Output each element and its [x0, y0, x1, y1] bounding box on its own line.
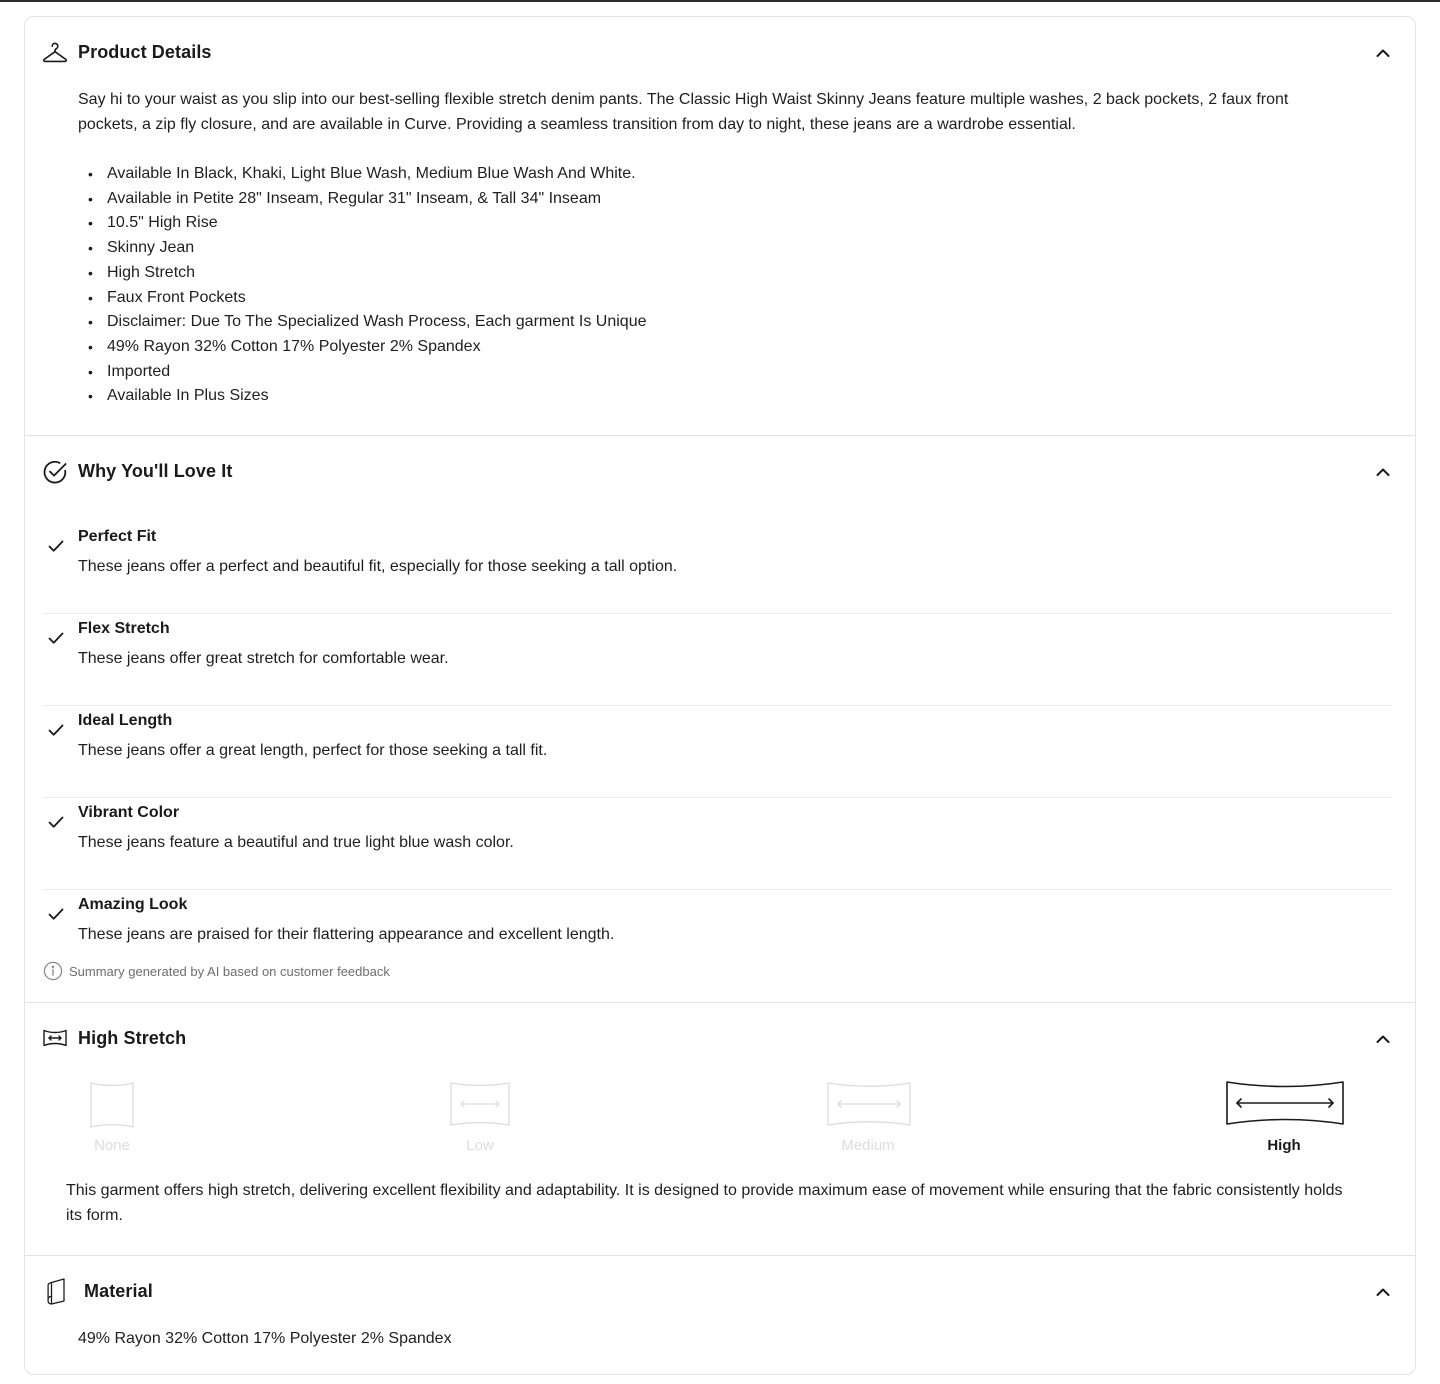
product-feature-list [78, 162, 1278, 409]
love-item [43, 706, 1392, 798]
feature-bullet: • High Stretch [78, 261, 1278, 286]
hanger-icon [41, 39, 69, 67]
love-item-desc: These jeans feature a beautiful and true light blue wash color. [78, 834, 514, 851]
love-item-title: Flex Stretch [78, 620, 170, 637]
love-item-desc: These jeans offer a perfect and beautiful fit, especially for those seeking a tall option. [78, 558, 678, 575]
stretch-level-medium: Medium [841, 1137, 895, 1154]
stretch-high-icon [1225, 1080, 1345, 1126]
top-border [0, 0, 1440, 2]
stretch-icon [41, 1024, 69, 1052]
check-icon [46, 536, 66, 556]
feature-bullet: • 49% Rayon 32% Cotton 17% Polyester 2% Spandex [78, 335, 1278, 360]
stretch-level-high: High [1267, 1137, 1301, 1154]
love-item-desc: These jeans offer great stretch for comfortable wear. [78, 650, 449, 667]
stretch-level-none: None [94, 1137, 130, 1154]
chevron-up-icon[interactable] [1373, 43, 1393, 63]
love-item [43, 798, 1392, 890]
product-description: Say hi to your waist as you slip into our best-selling flexible stretch denim pants. The Classic High Waist Skinny Jeans feature multiple washes, 2 back pockets, 2 faux front pockets, a zip fly closure, and are available in Curve. Providing a seamless transition from day to night, these jeans are a wardrobe essential. [78, 91, 1289, 133]
ai-summary-text: Summary generated by AI based on customer feedback [69, 964, 390, 979]
info-icon [43, 961, 63, 981]
material-section [25, 1255, 1415, 1375]
stretch-section [25, 1002, 1415, 1255]
feature-bullet: • Available In Black, Khaki, Light Blue Wash, Medium Blue Wash And White. [78, 162, 1278, 187]
love-item [43, 522, 1392, 614]
feature-bullet: • Disclaimer: Due To The Specialized Wash Process, Each garment Is Unique [78, 310, 1278, 335]
stretch-low-icon [449, 1081, 511, 1127]
love-item-title: Amazing Look [78, 896, 188, 913]
love-item [43, 614, 1392, 706]
check-icon [46, 904, 66, 924]
feature-bullet: • 10.5" High Rise [78, 211, 1278, 236]
love-item-title: Ideal Length [78, 712, 173, 729]
chevron-up-icon[interactable] [1373, 462, 1393, 482]
feature-bullet: • Available in Petite 28" Inseam, Regular 31" Inseam, & Tall 34" Inseam [78, 187, 1278, 212]
product-details-section [25, 17, 1415, 435]
check-circle-icon [41, 458, 69, 486]
love-item-desc: These jeans offer a great length, perfect for those seeking a tall fit. [78, 742, 548, 759]
material-composition: 49% Rayon 32% Cotton 17% Polyester 2% Spandex [78, 1330, 452, 1347]
why-love-title: Why You'll Love It [78, 461, 233, 481]
stretch-medium-icon [826, 1081, 912, 1127]
check-icon [46, 812, 66, 832]
product-details-title: Product Details [78, 42, 212, 62]
material-header[interactable] [25, 1256, 1415, 1328]
fabric-swatch-icon [43, 1277, 71, 1305]
stretch-title: High Stretch [78, 1028, 187, 1048]
feature-bullet: • Available In Plus Sizes [78, 384, 1278, 409]
product-details-header[interactable] [25, 17, 1415, 89]
stretch-description: This garment offers high stretch, delivering excellent flexibility and adaptability. It is designed to provide maximum ease of movement while ensuring that the fabric consistently holds its form. [66, 1182, 1343, 1224]
stretch-none-icon [89, 1081, 135, 1129]
chevron-up-icon[interactable] [1373, 1282, 1393, 1302]
check-icon [46, 720, 66, 740]
why-love-header[interactable] [25, 436, 1415, 508]
love-item-title: Vibrant Color [78, 804, 180, 821]
stretch-header[interactable] [25, 1003, 1415, 1075]
stretch-level-low: Low [466, 1137, 494, 1154]
feature-bullet: • Faux Front Pockets [78, 286, 1278, 311]
chevron-up-icon[interactable] [1373, 1029, 1393, 1049]
love-item-desc: These jeans are praised for their flattering appearance and excellent length. [78, 926, 615, 943]
material-title: Material [84, 1281, 153, 1301]
check-icon [46, 628, 66, 648]
feature-bullet: • Imported [78, 360, 1278, 385]
product-info-accordion [24, 16, 1416, 1375]
feature-bullet: • Skinny Jean [78, 236, 1278, 261]
love-item-title: Perfect Fit [78, 528, 157, 545]
why-love-section [25, 435, 1415, 1002]
